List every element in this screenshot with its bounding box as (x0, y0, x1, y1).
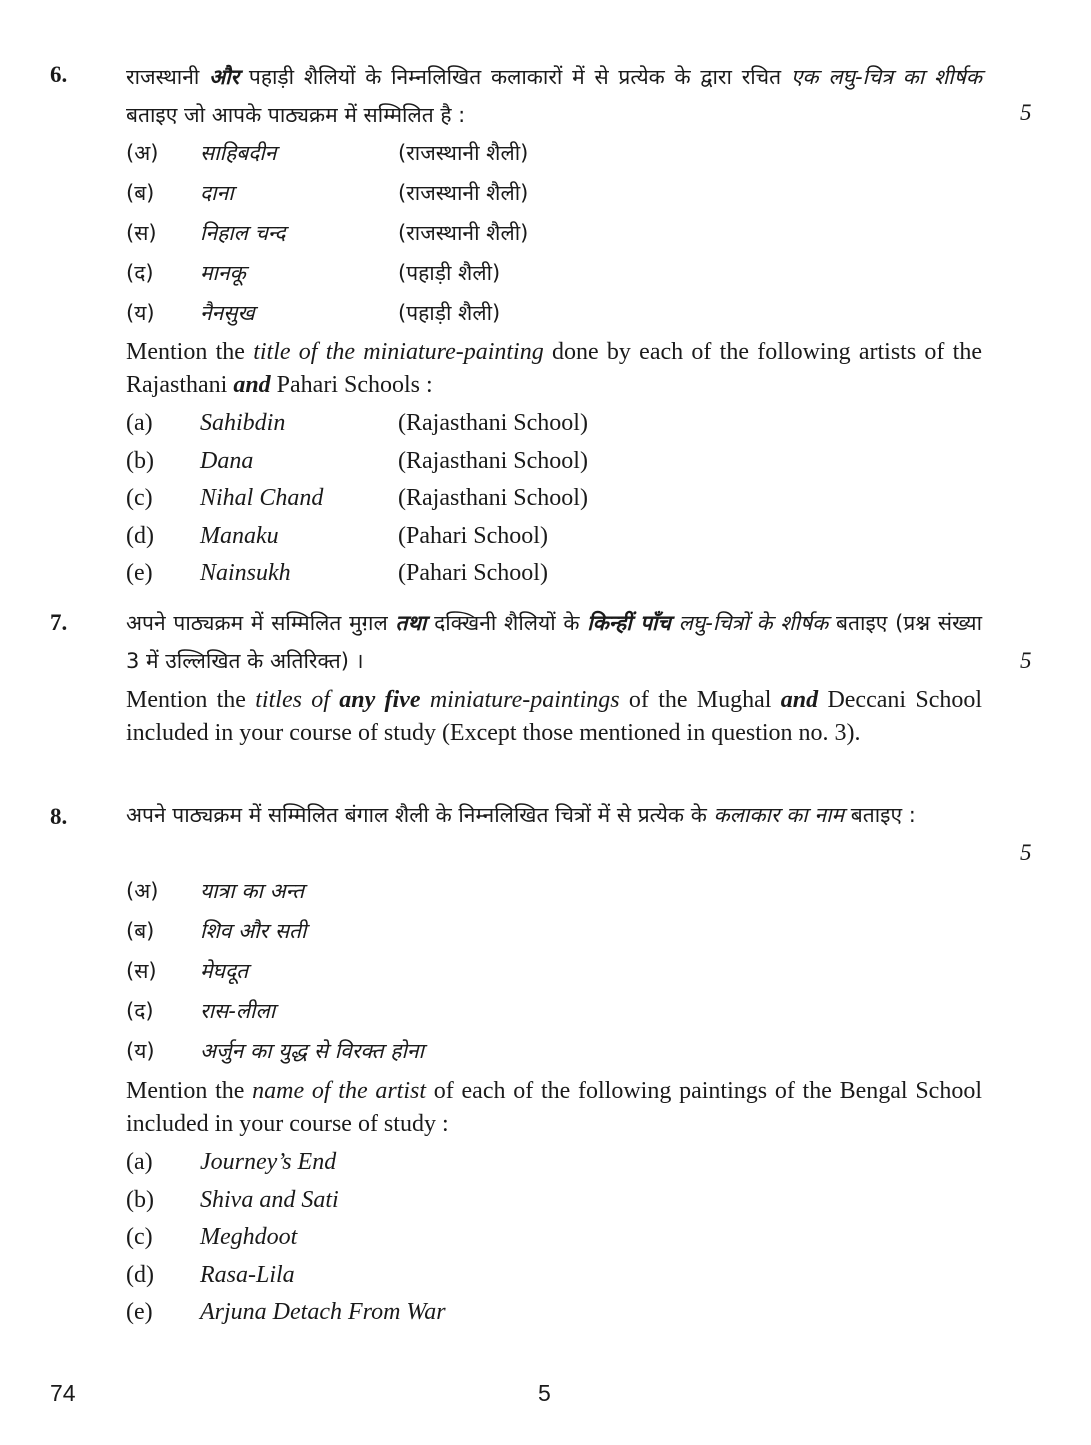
question-8-hindi-item: (स) मेघदूत (126, 959, 249, 983)
question-8-hindi-item: (अ) यात्रा का अन्त (126, 879, 305, 903)
question-8-hindi-item: (य) अर्जुन का युद्ध से विरक्त होना (126, 1039, 424, 1063)
question-7-marks: 5 (1020, 648, 1032, 673)
question-8-english-item: (c) Meghdoot (126, 1224, 298, 1250)
paper-code: 74 (50, 1380, 76, 1406)
question-8-english-item: (b) Shiva and Sati (126, 1187, 339, 1213)
question-8-hindi-item: (ब) शिव और सती (126, 919, 307, 943)
question-8-hindi-item: (द) रास-लीला (126, 999, 276, 1023)
question-8-english-item: (a) Journey’s End (126, 1149, 337, 1175)
question-6-english-item: (c) Nihal Chand (Rajasthani School) (126, 485, 588, 511)
question-6-hindi-item: (अ) साहिबदीन (राजस्थानी शैली) (126, 141, 529, 165)
page-number: 5 (538, 1380, 551, 1406)
question-8-number: 8. (50, 804, 68, 829)
question-7-hindi-text: अपने पाठ्यक्रम में सम्मिलित मुग़ल तथा दक्खिनी शैलियों के किन्हीं पाँच लघु-चित्रों के शीर्षक बताइए (प्रश्न संख्या 3 में उल्लिखित के अतिरिक्त) । (126, 611, 983, 673)
question-6-english-text: Mention the title of the miniature-painting done by each of the following artists of the Rajasthani and Pahari Schools : (126, 339, 983, 398)
question-6-hindi-item: (स) निहाल चन्द (राजस्थानी शैली) (126, 221, 529, 245)
question-6-hindi-item: (य) नैनसुख (पहाड़ी शैली) (126, 301, 501, 325)
question-6-hindi-item: (द) मानकू (पहाड़ी शैली) (126, 261, 501, 285)
question-8-english-text: Mention the name of the artist of each of the following paintings of the Bengal School included in your course of study : (126, 1078, 983, 1137)
question-6-number: 6. (50, 62, 68, 87)
question-6-hindi-text: राजस्थानी और पहाड़ी शैलियों के निम्नलिखित कलाकारों में से प्रत्येक के द्वारा रचित एक लघु-चित्र का शीर्षक बताइए जो आपके पाठ्यक्रम में सम्मिलित है : (126, 65, 982, 127)
question-7-english-text: Mention the titles of any five miniature-paintings of the Mughal and Deccani School included in your course of study (Except those mentioned in question no. 3). (126, 687, 983, 746)
question-6-english-item: (a) Sahibdin (Rajasthani School) (126, 410, 588, 436)
question-6-english-item: (b) Dana (Rajasthani School) (126, 448, 588, 474)
question-8-english-item: (d) Rasa-Lila (126, 1262, 295, 1288)
question-6-marks: 5 (1020, 100, 1032, 125)
question-8-marks: 5 (1020, 840, 1032, 865)
question-6-hindi-item: (ब) दाना (राजस्थानी शैली) (126, 181, 529, 205)
question-6-english-item: (d) Manaku (Pahari School) (126, 523, 548, 549)
question-8-hindi-text: अपने पाठ्यक्रम में सम्मिलित बंगाल शैली के निम्नलिखित चित्रों में से प्रत्येक के कलाकार का नाम बताइए : (126, 803, 916, 827)
question-8-english-item: (e) Arjuna Detach From War (126, 1299, 446, 1325)
question-6-english-item: (e) Nainsukh (Pahari School) (126, 560, 548, 586)
question-7-number: 7. (50, 610, 68, 635)
